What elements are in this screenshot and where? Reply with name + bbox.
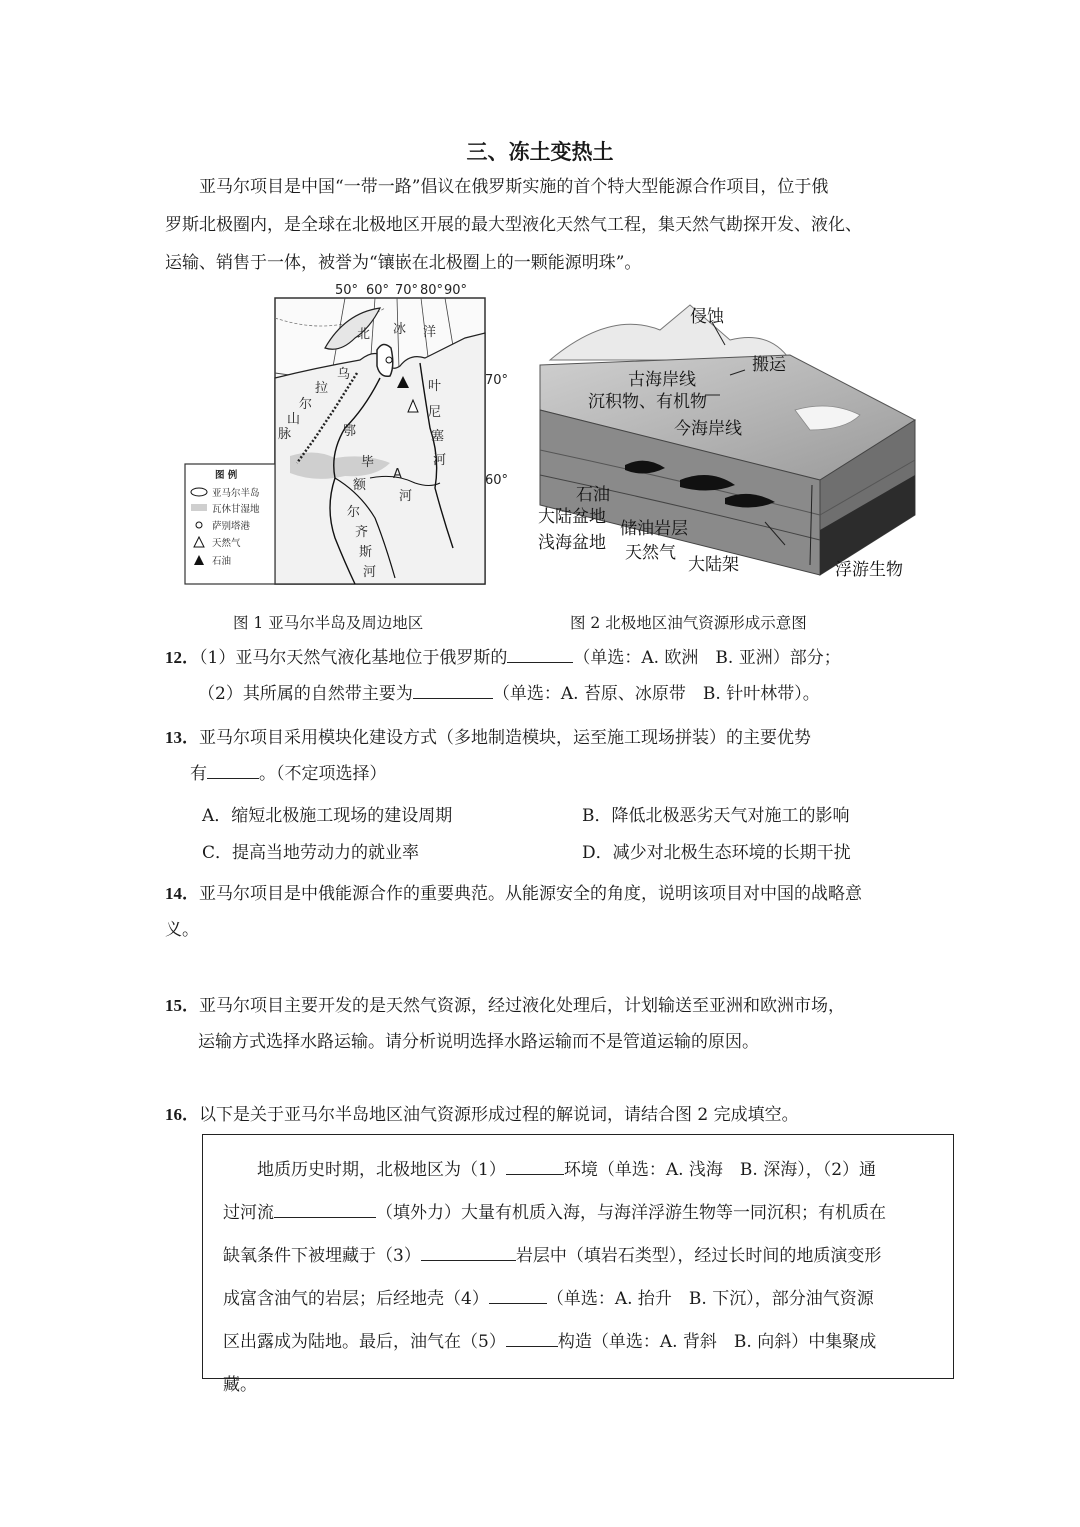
- q16-blank-4[interactable]: [489, 1285, 547, 1304]
- q14-line-1: 亚马尔项目是中俄能源合作的重要典范。从能源安全的角度，说明该项目对中国的战略意: [199, 884, 862, 904]
- place-label: 齐: [355, 525, 369, 540]
- intro-paragraph: [165, 168, 925, 282]
- q13-number: 13．: [165, 728, 199, 747]
- place-label: 冰: [393, 322, 407, 337]
- place-label: 叶: [428, 379, 442, 394]
- lon-label-50: 50°: [335, 283, 359, 298]
- q14-number: 14．: [165, 884, 199, 903]
- label-shallow-basin: 浅海盆地: [538, 533, 606, 553]
- intro-line-3: 运输、销售于一体，被誉为“镶嵌在北极圈上的一颗能源明珠”。: [165, 253, 642, 273]
- label-gas: 天然气: [625, 543, 676, 563]
- label-continental-basin: 大陆盆地: [538, 507, 606, 527]
- legend-item: 石油: [212, 556, 232, 567]
- place-label: 额: [353, 478, 367, 493]
- q16-text: 构造（单选：A. 背斜 B. 向斜）中集聚成: [557, 1332, 877, 1352]
- q15-line-2: 运输方式选择水路运输。请分析说明选择水路运输而不是管道运输的原因。: [198, 1032, 759, 1052]
- lon-label-70: 70°: [395, 283, 419, 298]
- q16-commentary-text: [223, 1149, 935, 1407]
- legend-item: 天然气: [212, 538, 241, 549]
- q13-line-1: 亚马尔项目采用模块化建设方式（多地制造模块，运至施工现场拼装）的主要优势: [199, 728, 811, 748]
- intro-line-2: 罗斯北极圈内，是全球在北极地区开展的最大型液化天然气工程，集天然气勘探开发、液化、: [165, 215, 862, 235]
- lon-label-90: 90°: [444, 283, 468, 298]
- question-16: [165, 1097, 925, 1133]
- q14-line-2: 义。: [165, 920, 199, 940]
- place-label: 山: [287, 412, 301, 427]
- figure-1-caption: 图 1 亚马尔半岛及周边地区: [233, 614, 424, 632]
- label-transport: 搬运: [752, 355, 786, 375]
- q13-option-a[interactable]: A．缩短北极施工现场的建设周期: [202, 806, 453, 826]
- question-14: [165, 876, 925, 948]
- label-oil: 石油: [576, 485, 610, 505]
- wetland-legend-icon: [191, 504, 207, 511]
- question-12: [165, 640, 925, 712]
- q13-option-d[interactable]: D．减少对北极生态环境的长期干扰: [582, 843, 851, 863]
- legend-item: 瓦休甘湿地: [212, 504, 260, 515]
- q15-line-1: 亚马尔项目主要开发的是天然气资源，经过液化处理后，计划输送至亚洲和欧洲市场，: [199, 996, 845, 1016]
- label-modern-coast: 今海岸线: [674, 419, 742, 439]
- place-label: 河: [363, 565, 377, 580]
- q16-number: 16．: [165, 1105, 199, 1124]
- place-label: 脉: [278, 427, 292, 442]
- place-label: 尔: [299, 397, 313, 412]
- q12-part1-b: （单选：A. 欧洲 B. 亚洲）部分；: [573, 648, 841, 668]
- q15-number: 15．: [165, 996, 199, 1015]
- label-shelf: 大陆架: [688, 555, 739, 575]
- q16-text: 区出露成为陆地。最后，油气在（5）: [223, 1332, 506, 1352]
- q16-blank-5[interactable]: [506, 1328, 558, 1347]
- q16-blank-3[interactable]: [421, 1242, 516, 1261]
- q16-text: （单选：A. 抬升 B. 下沉），部分油气资源: [546, 1289, 874, 1309]
- place-label: 斯: [359, 545, 373, 560]
- q16-text: 成富含油气的岩层；后经地壳（4）: [223, 1289, 489, 1309]
- place-label: 尼: [428, 405, 442, 420]
- q13-option-c[interactable]: C．提高当地劳动力的就业率: [202, 843, 420, 863]
- place-label: 乌: [337, 367, 351, 382]
- place-label: 毕: [361, 455, 375, 470]
- mountain-shape: [550, 305, 790, 360]
- place-label: 尔: [347, 505, 361, 520]
- q12-number: 12．: [165, 648, 199, 667]
- intro-line-1: 亚马尔项目是中国“一带一路”倡议在俄罗斯实施的首个特大型能源合作项目，位于俄: [199, 177, 829, 197]
- figure-2-caption: 图 2 北极地区油气资源形成示意图: [570, 614, 807, 632]
- legend-item: 亚马尔半岛: [212, 488, 260, 499]
- q13-blank[interactable]: [207, 760, 259, 779]
- q12-blank-1[interactable]: [507, 644, 573, 663]
- place-label: 拉: [315, 381, 329, 396]
- q13-option-b[interactable]: B．降低北极恶劣天气对施工的影响: [582, 806, 850, 826]
- legend-title: 图 例: [215, 470, 238, 481]
- place-label: 河: [399, 489, 413, 504]
- q12-part2-a: （2）其所属的自然带主要为: [198, 684, 413, 704]
- lat-label-70: 70°: [485, 373, 509, 388]
- q12-part1-a: （1）亚马尔天然气液化基地位于俄罗斯的: [199, 648, 508, 668]
- place-label: 洋: [423, 325, 437, 340]
- q16-text: 岩层中（填岩石类型），经过长时间的地质演变形: [515, 1246, 882, 1266]
- question-13: [165, 720, 925, 792]
- q16-line-1: 以下是关于亚马尔半岛地区油气资源形成过程的解说词，请结合图 2 完成填空。: [199, 1105, 799, 1125]
- q16-text: 环境（单选：A. 浅海 B. 深海），（2）通: [563, 1160, 877, 1180]
- legend-item: 萨别塔港: [212, 521, 251, 532]
- lat-label-60: 60°: [485, 473, 509, 488]
- q12-part2-b: （单选：A. 苔原、冰原带 B. 针叶林带）。: [492, 684, 820, 704]
- section-title: 三、冻土变热土: [466, 140, 614, 164]
- place-label: 河: [433, 453, 447, 468]
- label-ancient-coast: 古海岸线: [628, 370, 696, 390]
- oil-gas-formation-svg: [530, 290, 925, 590]
- place-label-a: A: [393, 467, 402, 482]
- place-label: 鄂: [343, 424, 357, 439]
- place-label: 北: [357, 327, 371, 342]
- q16-blank-2[interactable]: [274, 1199, 376, 1218]
- figure-1-map: [185, 278, 509, 588]
- q16-text: 缺氧条件下被埋藏于（3）: [223, 1246, 421, 1266]
- lon-label-80: 80°: [420, 283, 444, 298]
- q16-text: 地质历史时期，北极地区为（1）: [257, 1160, 506, 1180]
- q16-text: （填外力）大量有机质入海，与海洋浮游生物等一同沉积；有机质在: [376, 1203, 886, 1223]
- label-erosion: 侵蚀: [690, 307, 724, 327]
- label-sediments: 沉积物、有机物: [588, 392, 707, 412]
- q13-line-2-b: 。（不定项选择）: [259, 764, 387, 784]
- port-legend-icon: [196, 522, 202, 528]
- q13-line-2-a: 有: [190, 764, 207, 784]
- q16-commentary-box: [202, 1134, 954, 1395]
- q16-blank-1[interactable]: [506, 1156, 564, 1175]
- figure-2-diagram: [530, 290, 925, 590]
- lon-label-60: 60°: [366, 283, 390, 298]
- question-15: [165, 988, 925, 1060]
- label-reservoir: 储油岩层: [620, 519, 688, 539]
- sabetta-port-icon: [386, 357, 392, 363]
- label-plankton: 浮游生物: [835, 560, 903, 580]
- q16-text: 过河流: [223, 1203, 274, 1223]
- place-label: 塞: [431, 429, 445, 444]
- yamal-map-svg: [185, 278, 509, 588]
- peninsula-legend-icon: [191, 488, 207, 496]
- q16-text: 藏。: [223, 1375, 257, 1395]
- q12-blank-2[interactable]: [413, 680, 493, 699]
